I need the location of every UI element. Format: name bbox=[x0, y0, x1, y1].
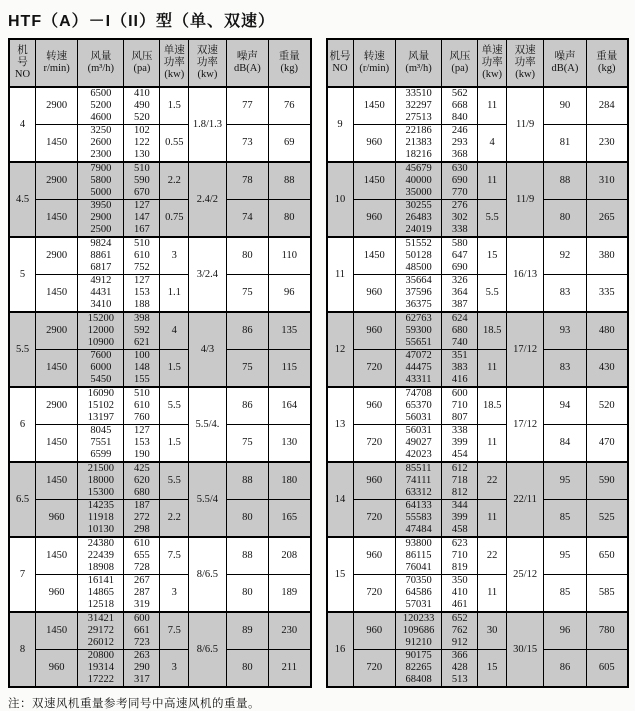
cell-rpm: 960 bbox=[353, 462, 395, 500]
cell-single-speed-power: 1.5 bbox=[160, 425, 189, 463]
cell-air-pressure: 326 364 387 bbox=[442, 275, 478, 313]
cell-air-volume: 62763 59300 55651 bbox=[395, 312, 441, 350]
header-no: 机 号 NO bbox=[9, 39, 36, 87]
cell-single-speed-power: 0.55 bbox=[160, 125, 189, 163]
cell-weight: 115 bbox=[269, 350, 311, 388]
cell-single-speed-power: 7.5 bbox=[160, 612, 189, 650]
cell-rpm: 1450 bbox=[36, 425, 78, 463]
cell-machine-no: 6 bbox=[9, 387, 36, 462]
cell-noise: 86 bbox=[544, 650, 586, 688]
cell-weight: 69 bbox=[269, 125, 311, 163]
cell-air-volume: 16141 14865 12518 bbox=[78, 575, 124, 613]
table-row-no9-rpm960 bbox=[327, 125, 629, 163]
table-row-no5.5-rpm1450 bbox=[9, 350, 311, 388]
cell-machine-no: 12 bbox=[327, 312, 354, 387]
cell-air-volume: 24380 22439 18908 bbox=[78, 537, 124, 575]
cell-air-pressure: 580 647 690 bbox=[442, 237, 478, 275]
cell-rpm: 960 bbox=[353, 125, 395, 163]
cell-noise: 83 bbox=[544, 275, 586, 313]
cell-weight: 470 bbox=[586, 425, 628, 463]
cell-weight: 780 bbox=[586, 612, 628, 650]
cell-noise: 86 bbox=[226, 312, 268, 350]
cell-air-pressure: 102 122 130 bbox=[124, 125, 160, 163]
table-row-no13-rpm960 bbox=[327, 387, 629, 425]
cell-dual-speed-power: 16/13 bbox=[506, 237, 543, 312]
cell-air-volume: 120233 109686 91210 bbox=[395, 612, 441, 650]
cell-rpm: 960 bbox=[36, 650, 78, 688]
cell-single-speed-power: 1.5 bbox=[160, 350, 189, 388]
cell-air-pressure: 127 153 188 bbox=[124, 275, 160, 313]
cell-air-pressure: 127 147 167 bbox=[124, 200, 160, 238]
cell-air-volume: 56031 49027 42023 bbox=[395, 425, 441, 463]
cell-air-volume: 7900 5800 5000 bbox=[78, 162, 124, 200]
cell-noise: 80 bbox=[226, 650, 268, 688]
cell-air-pressure: 366 428 513 bbox=[442, 650, 478, 688]
cell-rpm: 1450 bbox=[36, 200, 78, 238]
cell-noise: 95 bbox=[544, 537, 586, 575]
cell-air-pressure: 127 153 190 bbox=[124, 425, 160, 463]
cell-air-volume: 21500 18000 15300 bbox=[78, 462, 124, 500]
cell-air-pressure: 246 293 368 bbox=[442, 125, 478, 163]
cell-air-volume: 8045 7551 6599 bbox=[78, 425, 124, 463]
cell-weight: 165 bbox=[269, 500, 311, 538]
cell-weight: 335 bbox=[586, 275, 628, 313]
table-row-no6-rpm1450 bbox=[9, 425, 311, 463]
cell-single-speed-power: 11 bbox=[478, 87, 507, 125]
header-no: 机号 NO bbox=[327, 39, 354, 87]
cell-single-speed-power: 0.75 bbox=[160, 200, 189, 238]
table-row-no4.5-rpm2900 bbox=[9, 162, 311, 200]
cell-machine-no: 5 bbox=[9, 237, 36, 312]
cell-air-volume: 64133 55583 47484 bbox=[395, 500, 441, 538]
cell-air-pressure: 623 710 819 bbox=[442, 537, 478, 575]
cell-rpm: 2900 bbox=[36, 87, 78, 125]
cell-single-speed-power: 22 bbox=[478, 462, 507, 500]
cell-noise: 88 bbox=[226, 537, 268, 575]
cell-weight: 76 bbox=[269, 87, 311, 125]
cell-noise: 88 bbox=[226, 462, 268, 500]
table-row-no8-rpm1450 bbox=[9, 612, 311, 650]
table-row-no14-rpm960 bbox=[327, 462, 629, 500]
cell-dual-speed-power: 5.5/4. bbox=[189, 387, 227, 462]
table-row-no7-rpm960 bbox=[9, 575, 311, 613]
cell-air-pressure: 351 383 416 bbox=[442, 350, 478, 388]
cell-rpm: 2900 bbox=[36, 387, 78, 425]
cell-single-speed-power: 5.5 bbox=[160, 387, 189, 425]
table-row-no5.5-rpm2900 bbox=[9, 312, 311, 350]
cell-air-volume: 74708 65370 56031 bbox=[395, 387, 441, 425]
cell-air-volume: 3250 2600 2300 bbox=[78, 125, 124, 163]
cell-air-volume: 3950 2900 2500 bbox=[78, 200, 124, 238]
cell-weight: 310 bbox=[586, 162, 628, 200]
cell-air-volume: 85511 74111 63312 bbox=[395, 462, 441, 500]
cell-machine-no: 7 bbox=[9, 537, 36, 612]
fan-spec-table-right bbox=[326, 38, 630, 688]
cell-rpm: 720 bbox=[353, 425, 395, 463]
cell-rpm: 960 bbox=[36, 575, 78, 613]
cell-single-speed-power: 15 bbox=[478, 237, 507, 275]
cell-weight: 585 bbox=[586, 575, 628, 613]
cell-air-volume: 31421 29172 26012 bbox=[78, 612, 124, 650]
cell-air-volume: 20800 19314 17222 bbox=[78, 650, 124, 688]
cell-single-speed-power: 15 bbox=[478, 650, 507, 688]
cell-rpm: 1450 bbox=[36, 462, 78, 500]
cell-air-volume: 15200 12000 10900 bbox=[78, 312, 124, 350]
header-dual: 双速 功率 (kw) bbox=[506, 39, 543, 87]
table-row-no5-rpm2900 bbox=[9, 237, 311, 275]
cell-noise: 85 bbox=[544, 575, 586, 613]
cell-air-volume: 35664 37596 36375 bbox=[395, 275, 441, 313]
cell-noise: 75 bbox=[226, 275, 268, 313]
cell-machine-no: 11 bbox=[327, 237, 354, 312]
table-row-no6.5-rpm960 bbox=[9, 500, 311, 538]
table-row-no4-rpm1450 bbox=[9, 125, 311, 163]
cell-noise: 78 bbox=[226, 162, 268, 200]
cell-single-speed-power: 22 bbox=[478, 537, 507, 575]
cell-air-volume: 6500 5200 4600 bbox=[78, 87, 124, 125]
cell-dual-speed-power: 25/12 bbox=[506, 537, 543, 612]
cell-rpm: 720 bbox=[353, 350, 395, 388]
cell-noise: 74 bbox=[226, 200, 268, 238]
page-title: HTF（A）－I（II）型（单、双速） bbox=[8, 13, 275, 30]
footnote: 注：双速风机重量参考同号中高速风机的重量。 bbox=[8, 698, 260, 710]
cell-weight: 110 bbox=[269, 237, 311, 275]
cell-weight: 135 bbox=[269, 312, 311, 350]
table-row-no16-rpm720 bbox=[327, 650, 629, 688]
cell-dual-speed-power: 5.5/4 bbox=[189, 462, 227, 537]
cell-weight: 189 bbox=[269, 575, 311, 613]
cell-air-volume: 9824 8861 6817 bbox=[78, 237, 124, 275]
cell-weight: 265 bbox=[586, 200, 628, 238]
table-row-no10-rpm1450 bbox=[327, 162, 629, 200]
cell-machine-no: 10 bbox=[327, 162, 354, 237]
cell-air-volume: 16090 15102 13197 bbox=[78, 387, 124, 425]
cell-rpm: 960 bbox=[353, 275, 395, 313]
cell-weight: 180 bbox=[269, 462, 311, 500]
cell-noise: 80 bbox=[226, 575, 268, 613]
cell-machine-no: 8 bbox=[9, 612, 36, 687]
cell-noise: 96 bbox=[544, 612, 586, 650]
cell-rpm: 1450 bbox=[36, 275, 78, 313]
cell-machine-no: 15 bbox=[327, 537, 354, 612]
table-row-no16-rpm960 bbox=[327, 612, 629, 650]
cell-air-pressure: 100 148 155 bbox=[124, 350, 160, 388]
cell-air-pressure: 338 399 454 bbox=[442, 425, 478, 463]
cell-air-volume: 4912 4431 3410 bbox=[78, 275, 124, 313]
cell-single-speed-power: 11 bbox=[478, 350, 507, 388]
table-row-no11-rpm1450 bbox=[327, 237, 629, 275]
cell-weight: 480 bbox=[586, 312, 628, 350]
cell-air-volume: 47072 44475 43311 bbox=[395, 350, 441, 388]
header-weight: 重量 (kg) bbox=[269, 39, 311, 87]
cell-rpm: 960 bbox=[353, 387, 395, 425]
cell-dual-speed-power: 17/12 bbox=[506, 387, 543, 462]
cell-dual-speed-power: 11/9 bbox=[506, 87, 543, 162]
header-flow: 风量 (m³/h) bbox=[78, 39, 124, 87]
cell-noise: 84 bbox=[544, 425, 586, 463]
cell-machine-no: 5.5 bbox=[9, 312, 36, 387]
cell-air-pressure: 263 290 317 bbox=[124, 650, 160, 688]
cell-weight: 520 bbox=[586, 387, 628, 425]
cell-air-pressure: 344 399 458 bbox=[442, 500, 478, 538]
cell-dual-speed-power: 17/12 bbox=[506, 312, 543, 387]
cell-single-speed-power: 3 bbox=[160, 575, 189, 613]
cell-air-pressure: 510 590 670 bbox=[124, 162, 160, 200]
table-row-no4.5-rpm1450 bbox=[9, 200, 311, 238]
cell-noise: 80 bbox=[226, 500, 268, 538]
header-pressure: 风压 (pa) bbox=[124, 39, 160, 87]
cell-single-speed-power: 5.5 bbox=[478, 200, 507, 238]
cell-air-volume: 14235 11918 10130 bbox=[78, 500, 124, 538]
cell-noise: 85 bbox=[544, 500, 586, 538]
cell-single-speed-power: 2.2 bbox=[160, 162, 189, 200]
tables-row bbox=[8, 38, 629, 688]
cell-air-volume: 45679 40000 35000 bbox=[395, 162, 441, 200]
cell-rpm: 2900 bbox=[36, 162, 78, 200]
header-rpm: 转速 (r/min) bbox=[353, 39, 395, 87]
cell-dual-speed-power: 2.4/2 bbox=[189, 162, 227, 237]
cell-air-pressure: 610 655 728 bbox=[124, 537, 160, 575]
cell-dual-speed-power: 3/2.4 bbox=[189, 237, 227, 312]
cell-air-volume: 22186 21383 18216 bbox=[395, 125, 441, 163]
cell-dual-speed-power: 4/3 bbox=[189, 312, 227, 387]
cell-machine-no: 4.5 bbox=[9, 162, 36, 237]
table-row-no12-rpm720 bbox=[327, 350, 629, 388]
cell-rpm: 2900 bbox=[36, 312, 78, 350]
cell-rpm: 960 bbox=[353, 200, 395, 238]
cell-noise: 75 bbox=[226, 350, 268, 388]
cell-rpm: 1450 bbox=[353, 237, 395, 275]
cell-single-speed-power: 1.1 bbox=[160, 275, 189, 313]
cell-weight: 80 bbox=[269, 200, 311, 238]
cell-machine-no: 14 bbox=[327, 462, 354, 537]
cell-air-pressure: 624 680 740 bbox=[442, 312, 478, 350]
cell-noise: 77 bbox=[226, 87, 268, 125]
cell-air-pressure: 600 710 807 bbox=[442, 387, 478, 425]
table-row-no4-rpm2900 bbox=[9, 87, 311, 125]
cell-weight: 230 bbox=[269, 612, 311, 650]
header-rpm: 转速 r/min) bbox=[36, 39, 78, 87]
cell-noise: 81 bbox=[544, 125, 586, 163]
cell-weight: 130 bbox=[269, 425, 311, 463]
cell-air-pressure: 612 718 812 bbox=[442, 462, 478, 500]
cell-dual-speed-power: 22/11 bbox=[506, 462, 543, 537]
cell-machine-no: 4 bbox=[9, 87, 36, 162]
cell-rpm: 1450 bbox=[353, 162, 395, 200]
table-row-no14-rpm720 bbox=[327, 500, 629, 538]
cell-air-volume: 90175 82265 68408 bbox=[395, 650, 441, 688]
cell-rpm: 720 bbox=[353, 575, 395, 613]
cell-dual-speed-power: 30/15 bbox=[506, 612, 543, 687]
cell-air-pressure: 510 610 752 bbox=[124, 237, 160, 275]
cell-weight: 208 bbox=[269, 537, 311, 575]
cell-weight: 88 bbox=[269, 162, 311, 200]
cell-machine-no: 9 bbox=[327, 87, 354, 162]
cell-single-speed-power: 4 bbox=[478, 125, 507, 163]
table-row-no7-rpm1450 bbox=[9, 537, 311, 575]
cell-weight: 96 bbox=[269, 275, 311, 313]
cell-single-speed-power: 2.2 bbox=[160, 500, 189, 538]
cell-air-pressure: 510 610 760 bbox=[124, 387, 160, 425]
cell-air-pressure: 276 302 338 bbox=[442, 200, 478, 238]
cell-noise: 88 bbox=[544, 162, 586, 200]
cell-air-pressure: 652 762 912 bbox=[442, 612, 478, 650]
cell-single-speed-power: 11 bbox=[478, 162, 507, 200]
cell-noise: 73 bbox=[226, 125, 268, 163]
cell-noise: 95 bbox=[544, 462, 586, 500]
cell-weight: 211 bbox=[269, 650, 311, 688]
cell-rpm: 1450 bbox=[353, 87, 395, 125]
header-noise: 噪声 dB(A) bbox=[544, 39, 586, 87]
table-row-no10-rpm960 bbox=[327, 200, 629, 238]
cell-weight: 650 bbox=[586, 537, 628, 575]
cell-air-pressure: 187 272 298 bbox=[124, 500, 160, 538]
cell-rpm: 960 bbox=[36, 500, 78, 538]
header-weight: 重量 (kg) bbox=[586, 39, 628, 87]
cell-noise: 86 bbox=[226, 387, 268, 425]
cell-noise: 94 bbox=[544, 387, 586, 425]
cell-weight: 230 bbox=[586, 125, 628, 163]
cell-air-pressure: 398 592 621 bbox=[124, 312, 160, 350]
header-row bbox=[9, 39, 311, 87]
table-row-no6-rpm2900 bbox=[9, 387, 311, 425]
cell-weight: 380 bbox=[586, 237, 628, 275]
cell-single-speed-power: 5.5 bbox=[160, 462, 189, 500]
cell-air-volume: 33510 32297 27513 bbox=[395, 87, 441, 125]
cell-rpm: 960 bbox=[353, 537, 395, 575]
cell-air-pressure: 425 620 680 bbox=[124, 462, 160, 500]
header-row bbox=[327, 39, 629, 87]
header-flow: 风量 (m³/h) bbox=[395, 39, 441, 87]
cell-single-speed-power: 3 bbox=[160, 650, 189, 688]
cell-single-speed-power: 7.5 bbox=[160, 537, 189, 575]
cell-dual-speed-power: 1.8/1.3 bbox=[189, 87, 227, 162]
header-single: 单速 功率 (kw) bbox=[160, 39, 189, 87]
cell-noise: 80 bbox=[544, 200, 586, 238]
cell-single-speed-power: 3 bbox=[160, 237, 189, 275]
cell-single-speed-power: 18.5 bbox=[478, 312, 507, 350]
table-row-no8-rpm960 bbox=[9, 650, 311, 688]
cell-dual-speed-power: 11/9 bbox=[506, 162, 543, 237]
cell-single-speed-power: 11 bbox=[478, 425, 507, 463]
cell-rpm: 1450 bbox=[36, 612, 78, 650]
table-row-no5-rpm1450 bbox=[9, 275, 311, 313]
cell-air-pressure: 410 490 520 bbox=[124, 87, 160, 125]
cell-single-speed-power: 11 bbox=[478, 575, 507, 613]
cell-air-volume: 51552 50128 48500 bbox=[395, 237, 441, 275]
cell-noise: 89 bbox=[226, 612, 268, 650]
cell-air-volume: 70350 64586 57031 bbox=[395, 575, 441, 613]
cell-dual-speed-power: 8/6.5 bbox=[189, 612, 227, 687]
table-row-no15-rpm720 bbox=[327, 575, 629, 613]
cell-dual-speed-power: 8/6.5 bbox=[189, 537, 227, 612]
cell-rpm: 1450 bbox=[36, 125, 78, 163]
table-row-no9-rpm1450 bbox=[327, 87, 629, 125]
cell-noise: 93 bbox=[544, 312, 586, 350]
cell-noise: 90 bbox=[544, 87, 586, 125]
cell-single-speed-power: 1.5 bbox=[160, 87, 189, 125]
cell-rpm: 1450 bbox=[36, 350, 78, 388]
table-row-no12-rpm960 bbox=[327, 312, 629, 350]
cell-rpm: 720 bbox=[353, 500, 395, 538]
cell-machine-no: 13 bbox=[327, 387, 354, 462]
cell-rpm: 2900 bbox=[36, 237, 78, 275]
cell-single-speed-power: 30 bbox=[478, 612, 507, 650]
cell-air-volume: 7600 6000 5450 bbox=[78, 350, 124, 388]
cell-rpm: 960 bbox=[353, 312, 395, 350]
header-dual: 双速 功率 (kw) bbox=[189, 39, 227, 87]
cell-rpm: 720 bbox=[353, 650, 395, 688]
cell-machine-no: 6.5 bbox=[9, 462, 36, 537]
table-row-no6.5-rpm1450 bbox=[9, 462, 311, 500]
cell-weight: 284 bbox=[586, 87, 628, 125]
cell-single-speed-power: 11 bbox=[478, 500, 507, 538]
cell-air-volume: 30255 26483 24019 bbox=[395, 200, 441, 238]
cell-rpm: 1450 bbox=[36, 537, 78, 575]
header-single: 单速 功率 (kw) bbox=[478, 39, 507, 87]
cell-air-pressure: 600 661 723 bbox=[124, 612, 160, 650]
cell-noise: 92 bbox=[544, 237, 586, 275]
cell-weight: 605 bbox=[586, 650, 628, 688]
cell-single-speed-power: 5.5 bbox=[478, 275, 507, 313]
header-noise: 噪声 dB(A) bbox=[226, 39, 268, 87]
cell-weight: 164 bbox=[269, 387, 311, 425]
cell-single-speed-power: 4 bbox=[160, 312, 189, 350]
table-row-no11-rpm960 bbox=[327, 275, 629, 313]
cell-single-speed-power: 18.5 bbox=[478, 387, 507, 425]
cell-noise: 75 bbox=[226, 425, 268, 463]
cell-rpm: 960 bbox=[353, 612, 395, 650]
cell-air-pressure: 630 690 770 bbox=[442, 162, 478, 200]
table-row-no13-rpm720 bbox=[327, 425, 629, 463]
cell-noise: 83 bbox=[544, 350, 586, 388]
cell-air-volume: 93800 86115 76041 bbox=[395, 537, 441, 575]
cell-air-pressure: 562 668 840 bbox=[442, 87, 478, 125]
fan-spec-table-left bbox=[8, 38, 312, 688]
cell-air-pressure: 350 410 461 bbox=[442, 575, 478, 613]
header-pressure: 风压 (pa) bbox=[442, 39, 478, 87]
cell-weight: 590 bbox=[586, 462, 628, 500]
cell-air-pressure: 267 287 319 bbox=[124, 575, 160, 613]
cell-weight: 430 bbox=[586, 350, 628, 388]
cell-machine-no: 16 bbox=[327, 612, 354, 687]
cell-noise: 80 bbox=[226, 237, 268, 275]
cell-weight: 525 bbox=[586, 500, 628, 538]
table-row-no15-rpm960 bbox=[327, 537, 629, 575]
